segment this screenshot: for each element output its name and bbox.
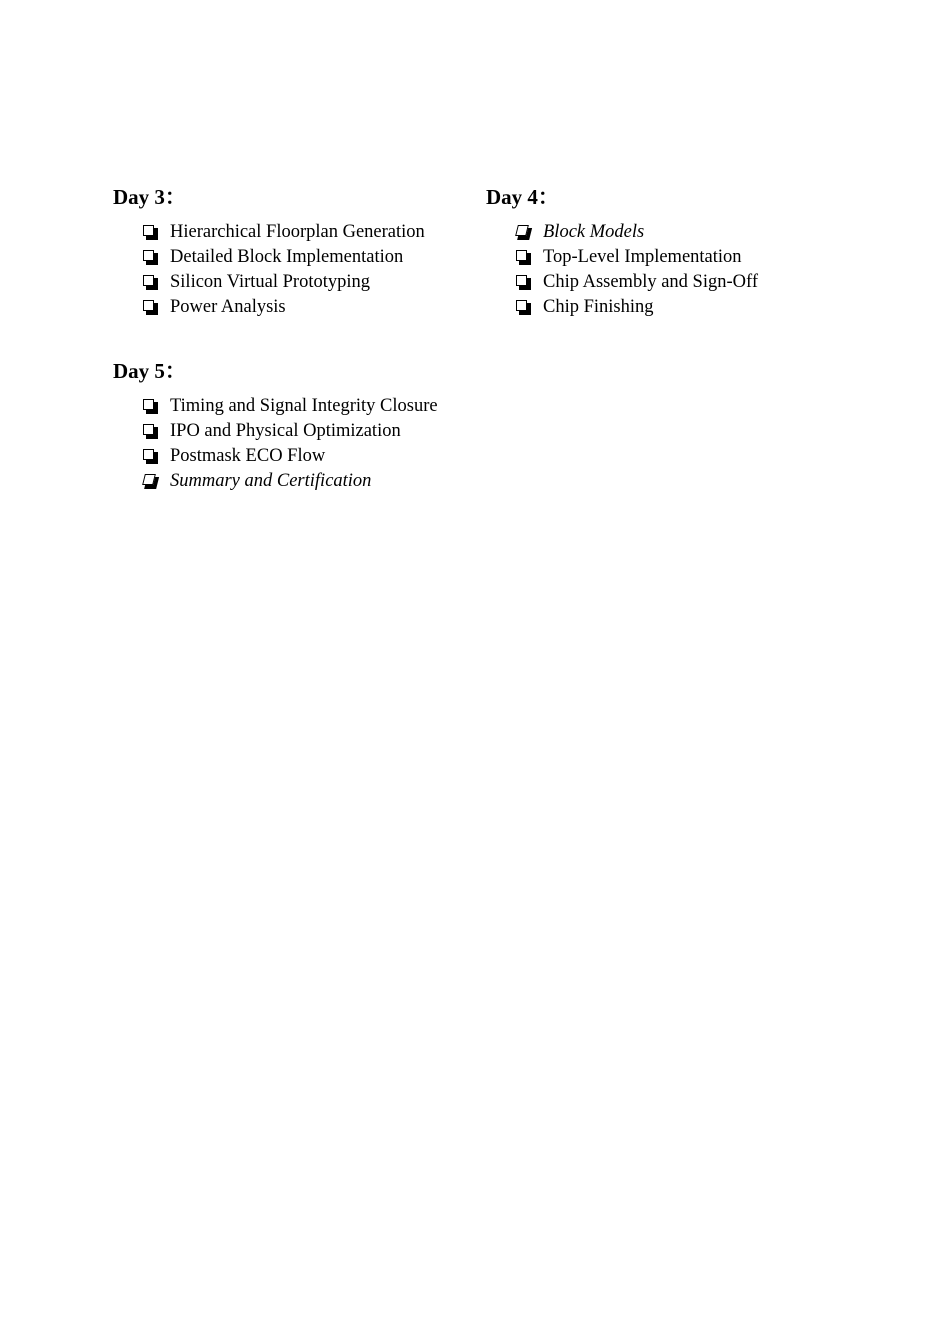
- topic-label: IPO and Physical Optimization: [170, 421, 401, 441]
- checkbox-icon: [143, 449, 158, 464]
- checkbox-icon: [516, 250, 531, 265]
- checkbox-icon: [143, 250, 158, 265]
- list-item: [516, 295, 866, 320]
- day-4-heading: Day 4：: [486, 185, 559, 209]
- topic-label: Chip Finishing: [543, 297, 654, 317]
- topic-label: Top-Level Implementation: [543, 247, 742, 267]
- day-5-section: [113, 357, 513, 494]
- topic-label: Chip Assembly and Sign-Off: [543, 272, 758, 292]
- topic-label: Summary and Certification: [170, 471, 372, 491]
- checkbox-icon: [141, 474, 160, 489]
- topic-label: Silicon Virtual Prototyping: [170, 272, 370, 292]
- list-item: [143, 419, 513, 444]
- topic-label: Block Models: [543, 222, 645, 242]
- checkbox-icon: [516, 275, 531, 290]
- day-3-topic-list: [113, 220, 473, 320]
- day-5-topic-list: [113, 394, 513, 494]
- topic-label: Detailed Block Implementation: [170, 247, 404, 267]
- list-item: [143, 469, 513, 494]
- list-item: [516, 245, 866, 270]
- list-item: [143, 394, 513, 419]
- day-4-topic-list: [486, 220, 866, 320]
- day-5-heading: Day 5：: [113, 359, 186, 383]
- day-4-section: [486, 183, 866, 320]
- checkbox-icon: [143, 399, 158, 414]
- list-item: [516, 270, 866, 295]
- list-item: [143, 270, 473, 295]
- topic-label: Timing and Signal Integrity Closure: [170, 396, 438, 416]
- checkbox-icon: [143, 300, 158, 315]
- checkbox-icon: [143, 225, 158, 240]
- topic-label: Hierarchical Floorplan Generation: [170, 222, 425, 242]
- list-item: [143, 444, 513, 469]
- list-item: [143, 220, 473, 245]
- checkbox-icon: [143, 424, 158, 439]
- checkbox-icon: [516, 300, 531, 315]
- list-item: [143, 295, 473, 320]
- checkbox-icon: [143, 275, 158, 290]
- day-3-heading: Day 3：: [113, 185, 186, 209]
- checkbox-icon: [514, 225, 533, 240]
- day-3-section: [113, 183, 473, 320]
- topic-label: Power Analysis: [170, 297, 286, 317]
- list-item: [143, 245, 473, 270]
- topic-label: Postmask ECO Flow: [170, 446, 326, 466]
- list-item: [516, 220, 866, 245]
